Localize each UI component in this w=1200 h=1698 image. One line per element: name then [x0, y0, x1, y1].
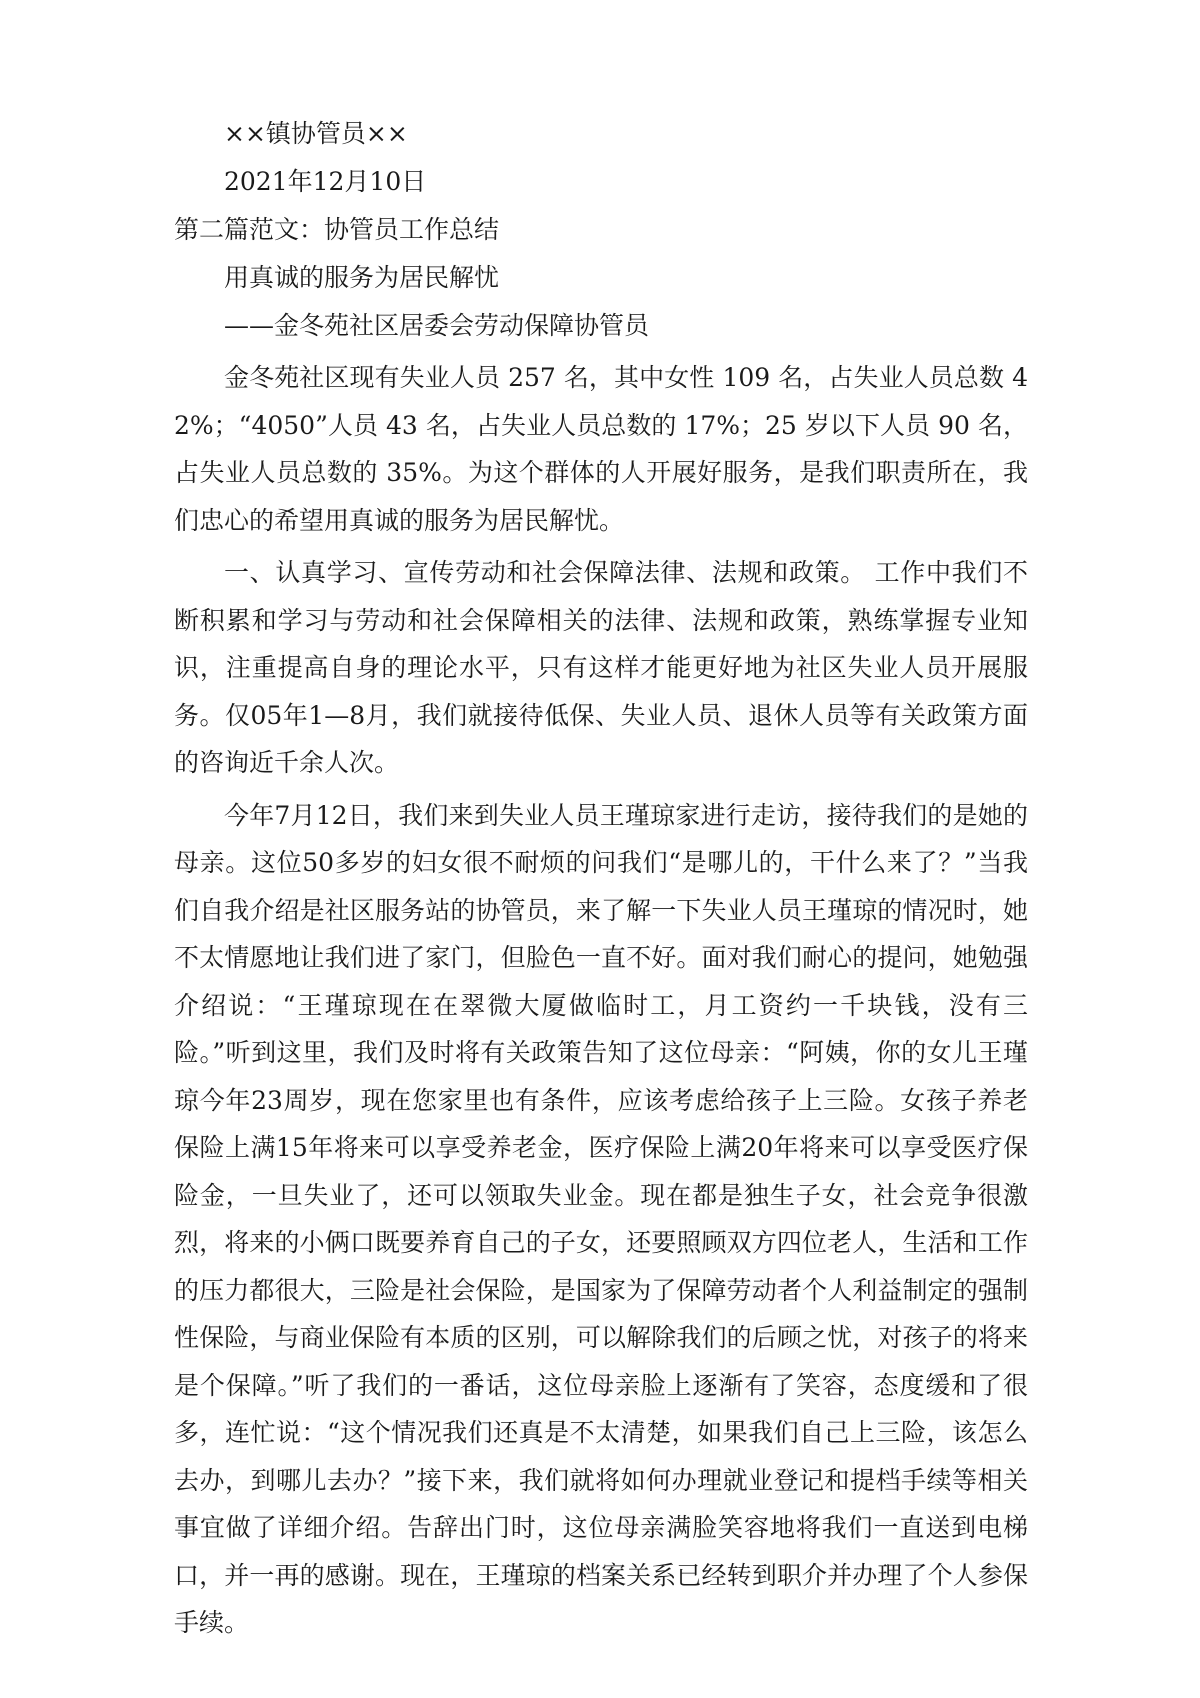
date-line: 2021年12月10日 — [224, 167, 427, 196]
paragraph-study: 一、认真学习、宣传劳动和社会保障法律、法规和政策。 工作中我们不断积累和学习与劳动和社会保障相关的法律、法规和政策，熟练掌握专业知识，注重提高自身的理论水平，只有这样才能更好地为社区失业人员开展服务。仅05年1—8月，我们就接待低保、失业人员、退休人员等有关政策方面的咨询近千余人次。 — [174, 558, 1028, 777]
paragraph-intro: 金冬苑社区现有失业人员 257 名，其中女性 109 名，占失业人员总数 42%；“4050”人员 43 名，占失业人员总数的 17%；25 岁以下人员 90 名，占失业人员总数的 35%。为这个群体的人开展好服务，是我们职责所在，我们忠心的希望用真诚的服务为居民解忧。 — [174, 363, 1028, 535]
signature-line: ××镇协管员×× — [224, 119, 408, 148]
paragraph-visit: 今年7月12日，我们来到失业人员王瑾琼家进行走访，接待我们的是她的母亲。这位50多岁的妇女很不耐烦的问我们“是哪儿的，干什么来了？”当我们自我介绍是社区服务站的协管员，来了解一下失业人员王瑾琼的情况时，她不太情愿地让我们进了家门，但脸色一直不好。面对我们耐心的提问，她勉强介绍说：“王瑾琼现在在翠微大厦做临时工，月工资约一千块钱，没有三险。”听到这里，我们及时将有关政策告知了这位母亲：“阿姨，你的女儿王瑾琼今年23周岁，现在您家里也有条件，应该考虑给孩子上三险。女孩子养老保险上满15年将来可以享受养老金，医疗保险上满20年将来可以享受医疗保险金，一旦失业了，还可以领取失业金。现在都是独生子女，社会竞争很激烈，将来的小俩口既要养育自己的子女，还要照顾双方四位老人，生活和工作的压力都很大，三险是社会保险，是国家为了保障劳动者个人利益制定的强制性保险，与商业保险有本质的区别，可以解除我们的后顾之忧，对孩子的将来是个保障。”听了我们的一番话，这位母亲脸上逐渐有了笑容，态度缓和了很多，连忙说：“这个情况我们还真是不太清楚，如果我们自己上三险，该怎么去办，到哪儿去办？”接下来，我们就将如何办理就业登记和提档手续等相关事宜做了详细介绍。告辞出门时，这位母亲满脸笑容地将我们一直送到电梯口，并一再的感谢。现在，王瑾琼的档案关系已经转到职介并办理了个人参保手续。 — [174, 800, 1028, 1637]
byline: ——金冬苑社区居委会劳动保障协管员 — [224, 311, 650, 340]
section-title: 第二篇范文：协管员工作总结 — [174, 215, 500, 244]
document-page — [174, 110, 1028, 1647]
subtitle: 用真诚的服务为居民解忧 — [224, 263, 500, 292]
